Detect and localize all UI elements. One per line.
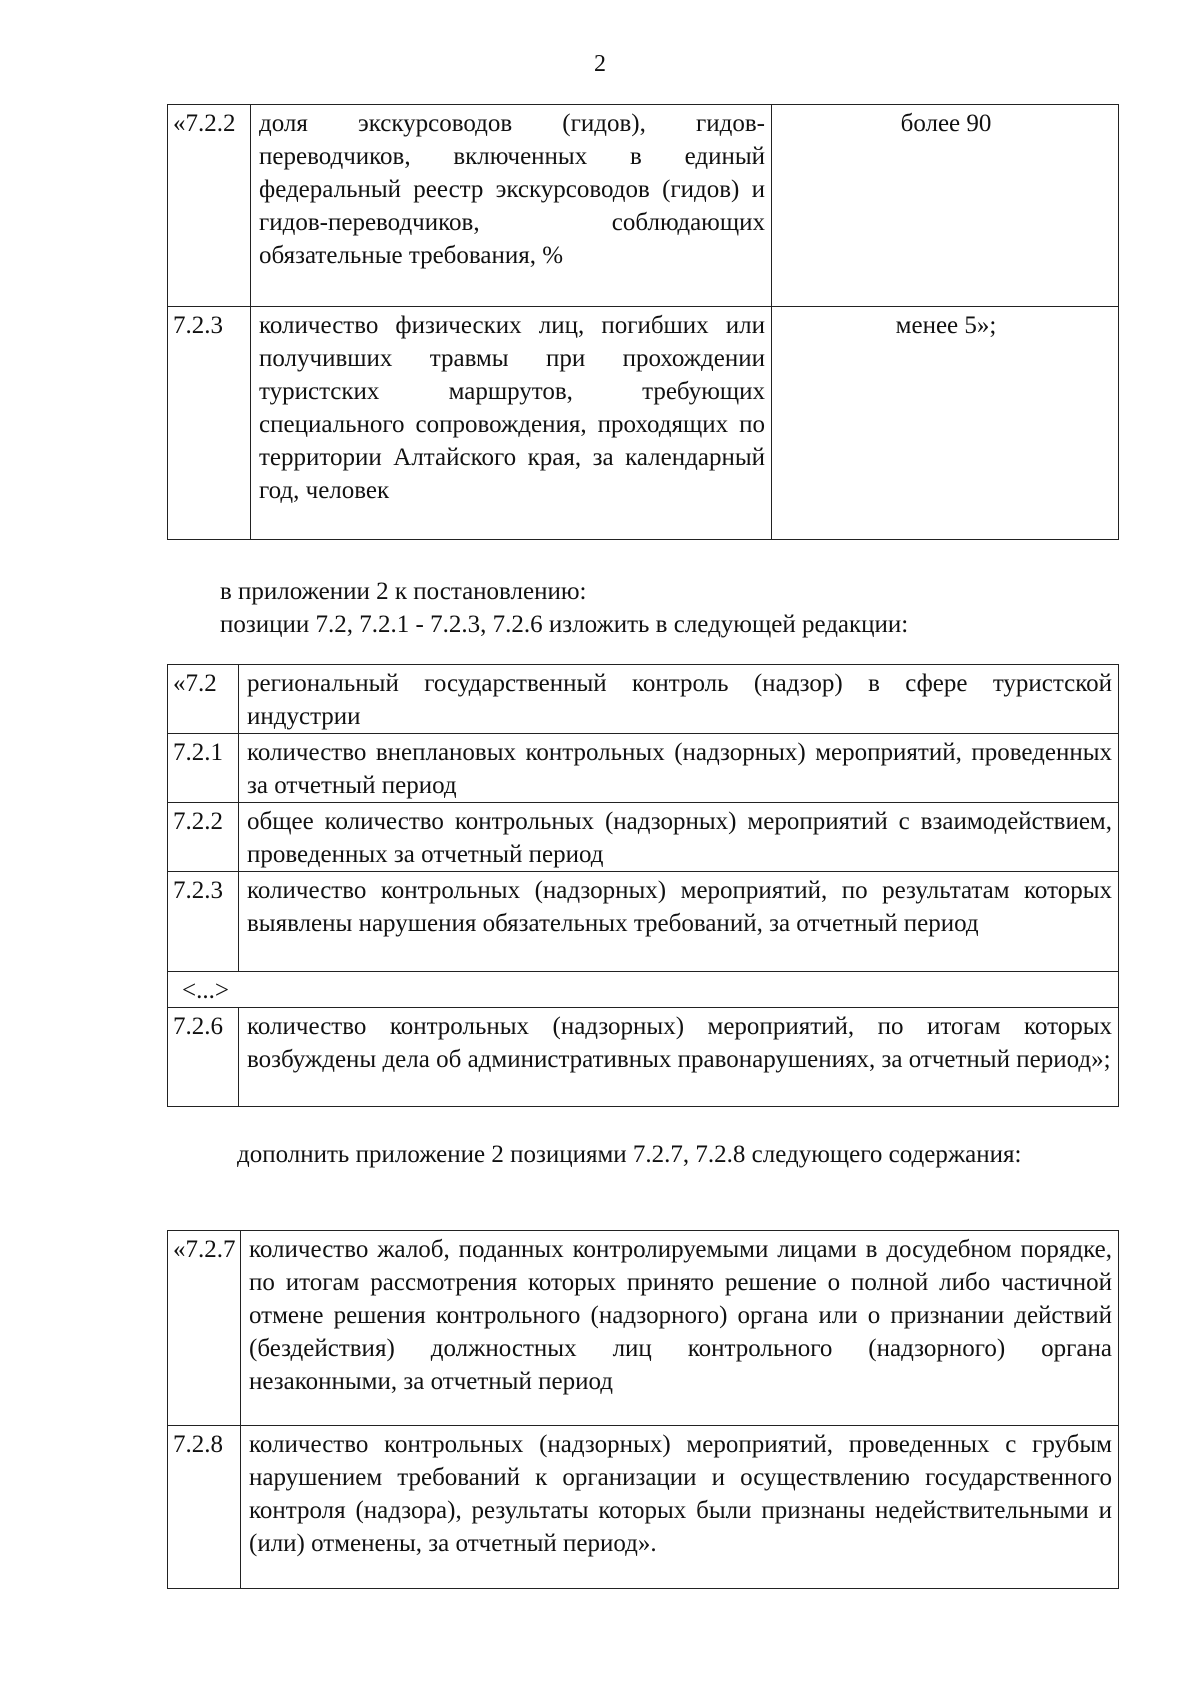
table-row (168, 665, 1119, 734)
table-row (168, 1426, 1119, 1589)
table-row (168, 105, 1119, 307)
row-number: 7.2.2 (168, 803, 239, 872)
amendment-line-2: позиции 7.2, 7.2.1 - 7.2.3, 7.2.6 изложить в следующей редакции: (220, 611, 909, 638)
amendment-intro (220, 575, 1100, 641)
row-number: 7.2.6 (168, 1008, 239, 1107)
row-number: 7.2.1 (168, 734, 239, 803)
row-text: количество физических лиц, погибших или получивших травмы при прохождении туристских маршрутов, требующих специального сопровождения, проходящих по территории Алтайского края, за календарный год, человек (251, 307, 772, 540)
row-text: общее количество контрольных (надзорных) мероприятий с взаимодействием, проведенных за отчетный период (239, 803, 1119, 872)
row-number: 7.2.3 (168, 307, 251, 540)
row-number: 7.2.8 (168, 1426, 241, 1589)
table-row (168, 1231, 1119, 1426)
row-text: количество жалоб, поданных контролируемыми лицами в досудебном порядке, по итогам рассмотрения которых принято решение о полной либо частичной отмене решения контрольного (надзорного) органа или о признании действий (бездействия) должностных лиц контрольного (надзорного) органа незаконными, за отчетный период (241, 1231, 1119, 1426)
indicators-table-1 (167, 104, 1119, 540)
row-text: региональный государственный контроль (надзор) в сфере туристской индустрии (239, 665, 1119, 734)
row-text: доля экскурсоводов (гидов), гидов-переводчиков, включенных в единый федеральный реестр экскурсоводов (гидов) и гидов-переводчиков, соблюдающих обязательные требования, % (251, 105, 772, 307)
table-row (168, 307, 1119, 540)
table-row (168, 1008, 1119, 1107)
row-text: количество контрольных (надзорных) мероприятий, проведенных с грубым нарушением требований к организации и осуществлению государственного контроля (надзора), результаты которых были признаны недействительными и (или) отменены, за отчетный период». (241, 1426, 1119, 1589)
row-text: количество внеплановых контрольных (надзорных) мероприятий, проведенных за отчетный период (239, 734, 1119, 803)
page-number: 2 (594, 51, 606, 77)
omission-marker: <...> (168, 972, 1119, 1008)
row-value: менее 5»; (772, 307, 1119, 540)
indicators-table-3 (167, 1230, 1119, 1589)
row-number: «7.2.2 (168, 105, 251, 307)
table-row-ellipsis (168, 972, 1119, 1008)
row-number: «7.2 (168, 665, 239, 734)
indicators-table-2 (167, 664, 1119, 1107)
row-value: более 90 (772, 105, 1119, 307)
row-text: количество контрольных (надзорных) мероприятий, по итогам которых возбуждены дела об административных правонарушениях, за отчетный период»; (239, 1008, 1119, 1107)
amendment-add-positions: дополнить приложение 2 позициями 7.2.7, 7.2.8 следующего содержания: (237, 1141, 1022, 1168)
row-text: количество контрольных (надзорных) мероприятий, по результатам которых выявлены нарушения обязательных требований, за отчетный период (239, 872, 1119, 972)
row-number: 7.2.3 (168, 872, 239, 972)
table-row (168, 803, 1119, 872)
table-row (168, 734, 1119, 803)
amendment-line-1: в приложении 2 к постановлению: (220, 578, 587, 605)
row-number: «7.2.7 (168, 1231, 241, 1426)
table-row (168, 872, 1119, 972)
